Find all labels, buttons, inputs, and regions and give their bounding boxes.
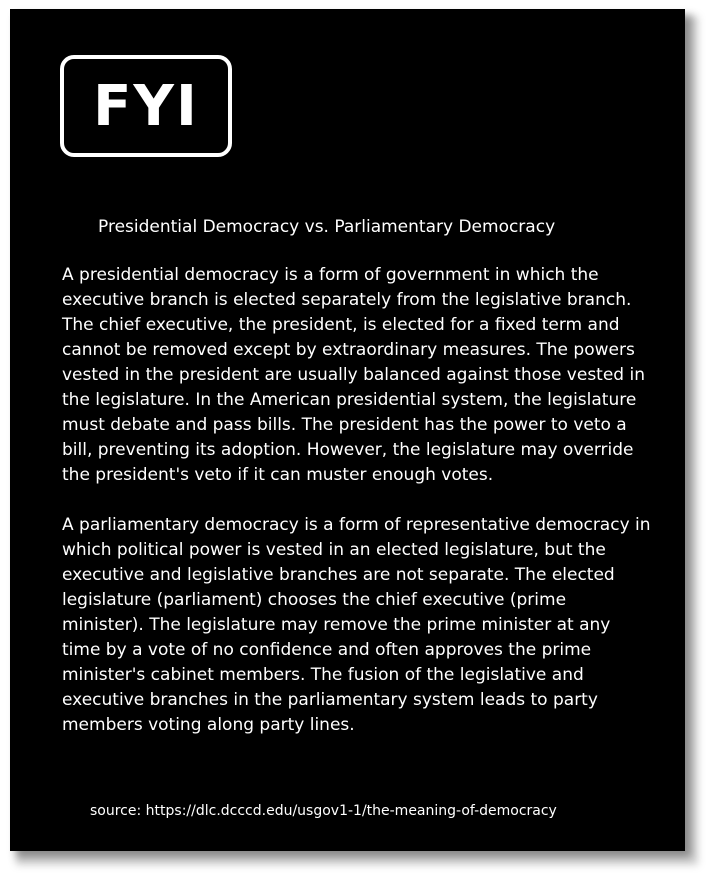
info-card (10, 9, 685, 851)
source-citation: source: https://dlc.dcccd.edu/usgov1-1/the-meaning-of-democracy (90, 803, 557, 819)
fyi-badge: FYI (60, 55, 232, 157)
paragraph-parliamentary: A parliamentary democracy is a form of representative democracy in which political power is vested in an elected legislature, but the executive and legislative branches are not separate. The elected legislature (parliament) chooses the chief executive (prime minister). The legislature may remove the prime minister at any time by a vote of no confidence and often approves the prime minister's cabinet members. The fusion of the legislative and executive branches in the parliamentary system leads to party members voting along party lines. (62, 515, 651, 735)
document-title: Presidential Democracy vs. Parliamentary Democracy (98, 217, 556, 237)
paragraph-presidential: A presidential democracy is a form of government in which the executive branch is elected separately from the legislative branch. The chief executive, the president, is elected for a fixed term and cannot be removed except by extraordinary measures. The powers vested in the president are usually balanced against those vested in the legislature. In the American presidential system, the legislature must debate and pass bills. The president has the power to veto a bill, preventing its adoption. However, the legislature may override the president's veto if it can muster enough votes. (62, 265, 645, 485)
